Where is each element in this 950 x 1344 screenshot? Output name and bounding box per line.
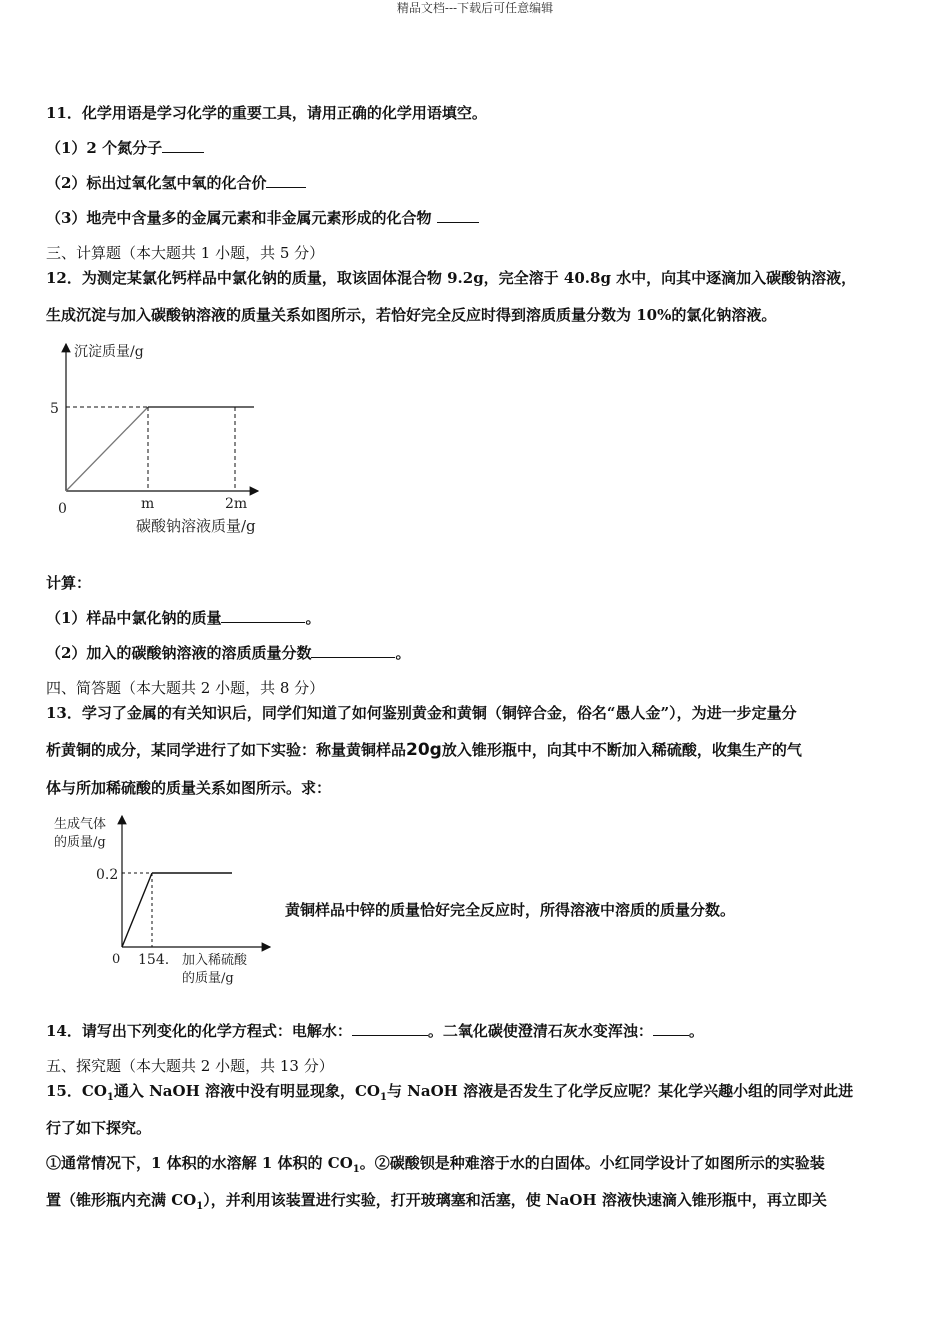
precipitate-chart — [40, 336, 290, 541]
q14 — [46, 1021, 704, 1041]
q14-text-b: 。二氧化碳使澄清石灰水变浑浊： — [427, 1022, 653, 1040]
q12-part1-end: 。 — [305, 609, 321, 627]
q12-part2-text: （2）加入的碳酸钠溶液的溶质质量分数 — [46, 644, 312, 662]
q15-line3 — [46, 1153, 825, 1180]
q13-line2-c: 放入锥形瓶中，向其中不断加入稀硫酸，收集生产的气 — [441, 741, 802, 759]
q13-line2-a: 析黄铜的成分，某同学进行了如下实验：称量黄铜样品 — [46, 741, 407, 759]
q15-text: 与 NaOH 溶液是否发生了化学反应呢？某化学兴趣小组的同学对此进 — [386, 1082, 854, 1100]
q13-line3: 体与所加稀硫酸的质量关系如图所示。求： — [46, 779, 332, 797]
q14-text-a: 14．请写出下列变化的化学方程式：电解水： — [46, 1022, 352, 1040]
sample-mass: 20g — [406, 740, 442, 760]
q11-part1-text: （1）2 个氮分子 — [46, 139, 163, 157]
x-axis-label: 碳酸钠溶液质量/g — [136, 517, 256, 535]
section-5-heading: 五、探究题（本大题共 2 小题，共 13 分） — [46, 1057, 334, 1075]
x-tick-label: m — [141, 496, 155, 512]
subscript: 1 — [379, 1092, 387, 1103]
answer-blank[interactable] — [352, 1021, 428, 1036]
q12-part2 — [46, 643, 410, 663]
x-axis-label: 加入稀硫酸 — [182, 953, 248, 968]
q15-text: 置（锥形瓶内充满 CO — [46, 1191, 197, 1209]
section-3-heading: 三、计算题（本大题共 1 小题，共 5 分） — [46, 244, 325, 262]
origin-label: 0 — [112, 952, 121, 967]
q15-line2: 行了如下探究。 — [46, 1119, 152, 1137]
q11-part3-text: （3）地壳中含量多的金属元素和非金属元素形成的化合物 — [46, 209, 432, 227]
q11-part2-text: （2）标出过氧化氢中氧的化合价 — [46, 174, 267, 192]
q15-text: ），并利用该装置进行实验，打开玻璃塞和活塞，使 NaOH 溶液快速滴入锥形瓶中，再立即关 — [203, 1191, 827, 1209]
q12-calc-label: 计算： — [46, 574, 92, 592]
q12-part1-text: （1）样品中氯化钠的质量 — [46, 609, 222, 627]
q13-line2 — [46, 740, 802, 760]
q11-part2 — [46, 173, 306, 193]
rising-line — [66, 407, 148, 491]
subscript: 1 — [196, 1201, 204, 1212]
y-tick-label: 0.2 — [96, 867, 119, 883]
answer-blank[interactable] — [266, 173, 306, 188]
section-4-heading: 四、简答题（本大题共 2 小题，共 8 分） — [46, 679, 325, 697]
q13-line1: 13．学习了金属的有关知识后，同学们知道了如何鉴别黄金和黄铜（铜锌合金，俗名“愚人金”），为进一步定量分 — [46, 704, 797, 722]
answer-blank[interactable] — [162, 138, 204, 153]
q15-text: 15．CO — [46, 1082, 107, 1100]
origin-label: 0 — [58, 501, 67, 517]
y-axis-label: 生成气体 — [54, 817, 107, 832]
answer-blank[interactable] — [311, 643, 395, 658]
q13-question: 黄铜样品中锌的质量恰好完全反应时，所得溶液中溶质的质量分数。 — [285, 901, 736, 919]
y-axis-label: 的质量/g — [54, 835, 106, 850]
q15-line1 — [46, 1081, 853, 1108]
subscript: 1 — [106, 1092, 114, 1103]
answer-blank[interactable] — [653, 1021, 689, 1036]
rising-line — [122, 873, 152, 947]
page-header: 精品文档---下载后可任意编辑 — [396, 1, 554, 15]
q12-line2: 生成沉淀与加入碳酸钠溶液的质量关系如图所示，若恰好完全反应时得到溶质质量分数为 10%的氯化钠溶液。 — [46, 306, 777, 324]
q12-line1: 12．为测定某氯化钙样品中氯化钠的质量，取该固体混合物 9.2g，完全溶于 40.8g 水中，向其中逐滴加入碳酸钠溶液， — [46, 269, 857, 287]
q11-part1 — [46, 138, 204, 158]
q12-part2-end: 。 — [395, 644, 411, 662]
y-axis-label: 沉淀质量/g — [74, 344, 144, 360]
q15-text: ①通常情况下，1 体积的水溶解 1 体积的 CO — [46, 1154, 353, 1172]
x-axis-label: 的质量/g — [182, 971, 234, 986]
x-tick-label: 154. — [138, 952, 170, 968]
subscript: 1 — [352, 1164, 360, 1175]
q11-part3 — [46, 208, 479, 228]
y-tick-label: 5 — [50, 401, 59, 417]
gas-chart — [48, 812, 278, 992]
answer-blank[interactable] — [437, 208, 479, 223]
q12-part1 — [46, 608, 320, 628]
q14-text-c: 。 — [688, 1022, 704, 1040]
x-tick-label: 2m — [225, 496, 248, 512]
q11-stem: 11．化学用语是学习化学的重要工具，请用正确的化学用语填空。 — [46, 104, 487, 122]
q15-line4 — [46, 1190, 827, 1217]
answer-blank[interactable] — [221, 608, 305, 623]
q15-text: 通入 NaOH 溶液中没有明显现象，CO — [113, 1082, 380, 1100]
q15-text: 。②碳酸钡是种难溶于水的白固体。小红同学设计了如图所示的实验装 — [359, 1154, 825, 1172]
